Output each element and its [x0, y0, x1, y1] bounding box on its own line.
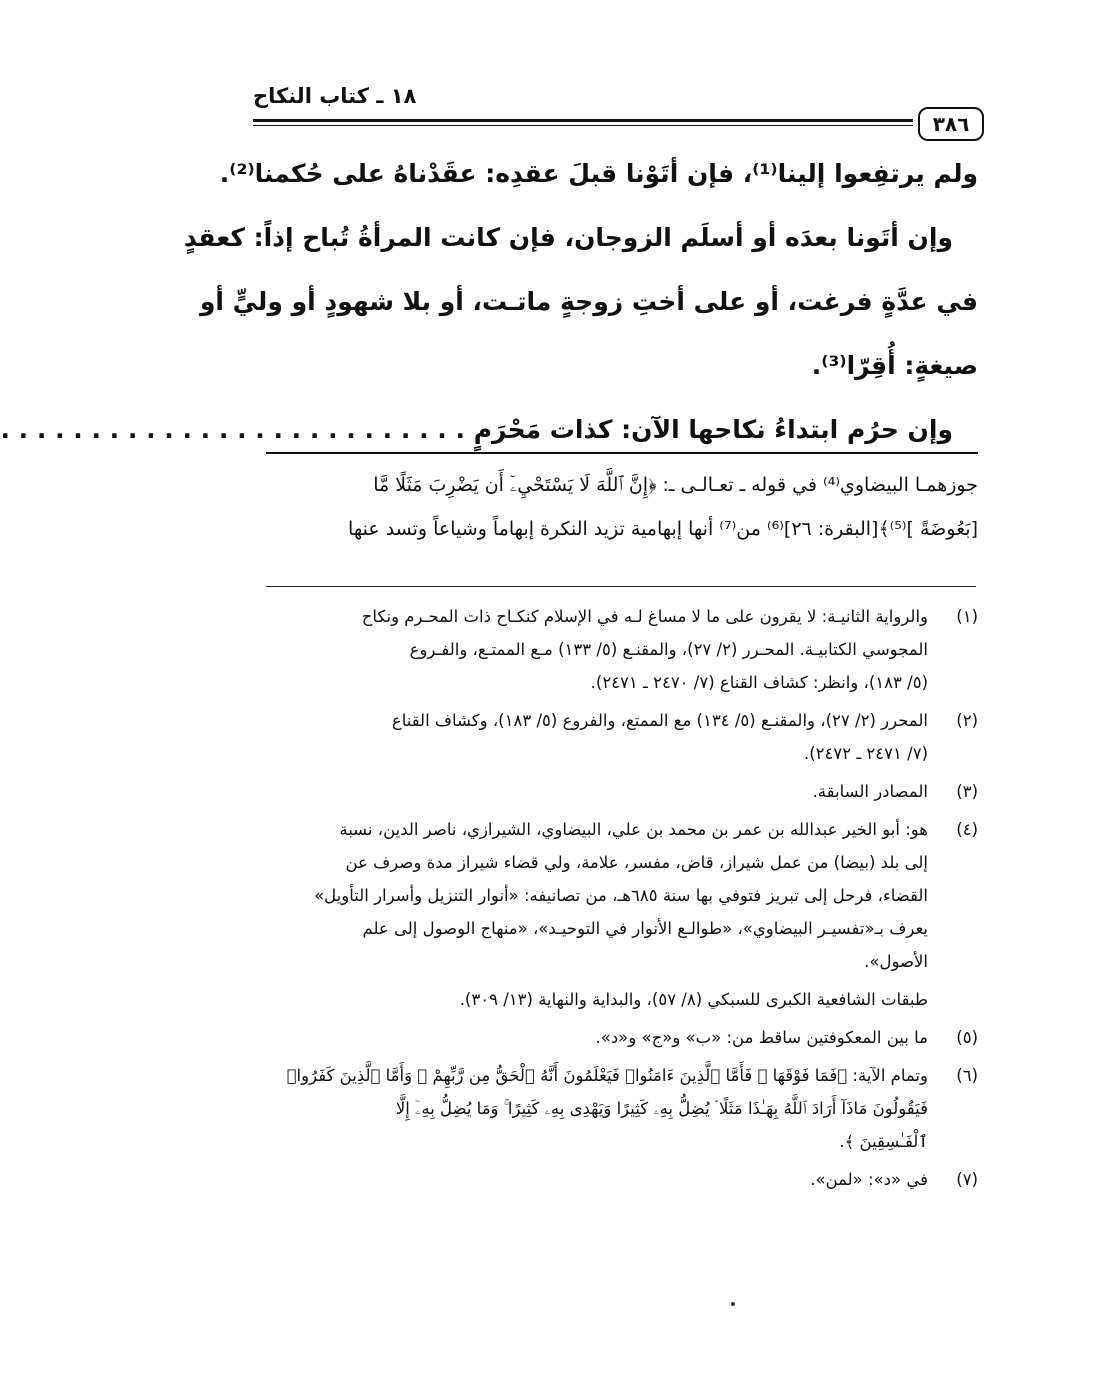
footnote-line: المصادر السابقة. [812, 782, 928, 801]
footnote-line: يعرف بـ«تفسيـر البيضاوي»، «طوالـع الأنوار في التوحيـد»، «منهاج الوصول إلى علم [362, 919, 928, 938]
dotted-leader: . . . . . . . . . . . . . . . . . . . . . . . . . . [0, 415, 465, 444]
header-rule-thin [253, 125, 913, 126]
footnote-number: (٣) [956, 782, 978, 801]
footnote-line: (٧/ ٢٤٧١ ـ ٢٤٧٢). [803, 744, 928, 763]
header-rule [253, 119, 913, 122]
footnote-line: القضاء، فرحل إلى تبريز فتوفي بها سنة ٦٨٥هـ، من تصانيفه: «أنوار التنزيل وأسرار التأويل» [314, 886, 928, 905]
footnote [266, 600, 978, 699]
footnote-line: فَيَقُولُونَ مَاذَآ أَرَادَ ٱللَّهُ بِهَـٰذَا مَثَلًا ۘ يُضِلُّ بِهِۦ كَثِيرًا وَيَهْدِى بِهِۦ كَثِيرًا ۚ وَمَا يُضِلُّ بِهِۦٓ إِلَّا [395, 1099, 928, 1118]
commentary-block [266, 463, 978, 551]
footnote [266, 813, 978, 978]
ink-speck [731, 1302, 735, 1306]
footnote-line: والرواية الثانيـة: لا يقرون على ما لا مساغ لـه في الإسلام كنكـاح ذات المحـرم ونكاح [361, 607, 928, 626]
main-line: ولم يرتفِعوا إلينا⁽¹⁾، فإن أتَوْنا قبلَ عقدِه: عقَدْناهُ على حُكمنا⁽²⁾. [219, 159, 978, 188]
page-number-badge: ٣٨٦ [918, 107, 984, 141]
footnote-sources-line: طبقات الشافعية الكبرى للسبكي (٨/ ٥٧)، والبداية والنهاية (١٣/ ٣٠٩). [459, 990, 928, 1009]
footnotes [266, 600, 978, 1201]
footnote-line: ٱلْفَـٰسِقِينَ ﴾. [839, 1132, 928, 1151]
footnote-line: في «د»: «لمن». [810, 1170, 928, 1189]
footnote [266, 1021, 978, 1054]
footnote-number: (٧) [956, 1170, 978, 1189]
main-text-block [0, 142, 978, 462]
footnote-number: (٦) [956, 1066, 978, 1085]
main-line-text: وإن حرُم ابتداءُ نكاحها الآن: كذات مَحْرَمٍ [473, 415, 953, 444]
main-line: في عدَّةٍ فرغت، أو على أختِ زوجةٍ ماتـت، أو بلا شهودٍ أو وليٍّ أو [199, 287, 978, 316]
footnote-line: هو: أبو الخير عبدالله بن عمر بن محمد بن علي، البيضاوي، الشيرازي، ناصر الدين، نسبة [339, 820, 928, 839]
footnote-number: (٤) [956, 820, 978, 839]
footnote-line: وتمام الآية: ﴿فَمَا فَوْقَهَا ۚ فَأَمَّا ٱلَّذِينَ ءَامَنُوا۟ فَيَعْلَمُونَ أَنَّهُ ٱلْحَقُّ مِن رَّبِّهِمْ ۖ وَأَمَّا ٱلَّذِينَ كَفَرُوا۟ [286, 1066, 928, 1085]
footnote-line: (٥/ ١٨٣)، وانظر: كشاف القناع (٧/ ٢٤٧٠ ـ ٢٤٧١). [590, 673, 928, 692]
main-line: وإن أتَونا بعدَه أو أسلَم الزوجان، فإن كانت المرأةُ تُباح إذاً: كعقدٍ [183, 223, 953, 252]
footnote-line: الأصول». [864, 952, 928, 971]
main-line: صيغةٍ: أُقِرّا⁽³⁾. [811, 351, 978, 380]
footnote-number: (٥) [956, 1028, 978, 1047]
footnote-line: إلى بلد (بيضا) من عمل شيراز، قاض، مفسر، علامة، ولي قضاء شيراز مدة وصرف عن [345, 853, 928, 872]
footnote-separator [266, 586, 976, 587]
commentary-line: جوزهمـا البيضاوي⁽⁴⁾ في قوله ـ تعـالـى ـ: ﴿إِنَّ ٱللَّهَ لَا يَسْتَحْيِۦٓ أَن يَضْرِبَ مَثَلًا مَّا [373, 474, 978, 496]
footnote [266, 1163, 978, 1196]
footnote [266, 775, 978, 808]
chapter-title: ١٨ ـ كتاب النكاح [253, 84, 417, 108]
footnote [266, 704, 978, 770]
footnote-line: المجوسي الكتابيـة. المحـرر (٢/ ٢٧)، والمقنـع (٥/ ١٣٣) مـع الممتـع، والفـروع [409, 640, 928, 659]
commentary-line: [بَعُوضَةً ]⁽⁵⁾﴾[البقرة: ٢٦]⁽⁶⁾ من⁽⁷⁾ أنها إبهامية تزيد النكرة إبهاماً وشياعاً وتسد عنها [348, 518, 978, 540]
footnote-line: ما بين المعكوفتين ساقط من: «ب» و«ج» و«د». [595, 1028, 928, 1047]
footnote [266, 1059, 978, 1158]
footnote-line: المحرر (٢/ ٢٧)، والمقنـع (٥/ ١٣٤) مع الممتع، والفروع (٥/ ١٨٣)، وكشاف القناع [391, 711, 928, 730]
main-divider [266, 452, 978, 454]
footnote-number: (٢) [956, 711, 978, 730]
footnote-number: (١) [956, 607, 978, 626]
